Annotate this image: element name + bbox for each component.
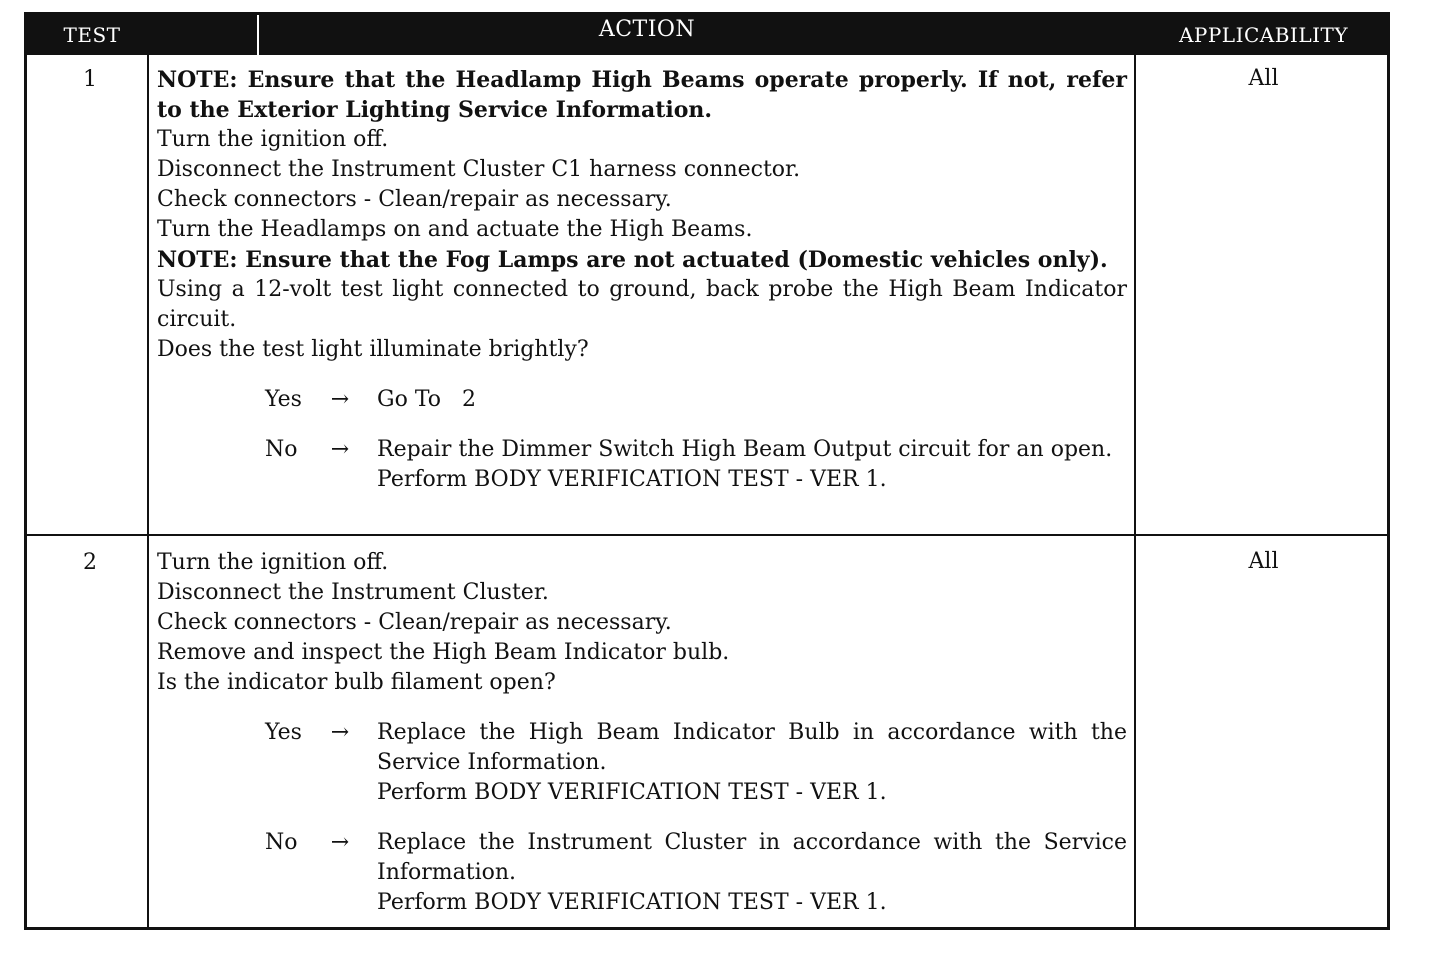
note-headlamp: NOTE: Ensure that the Headlamp High Beams operate properly. If not, refer to the Exterior Lighting Service Information.: [157, 67, 1127, 123]
header-test: TEST: [63, 23, 121, 47]
step-2: Disconnect the Instrument Cluster.: [157, 580, 549, 605]
verification-step: Perform BODY VERIFICATION TEST - VER 1.: [377, 467, 887, 492]
step-4: Remove and inspect the High Beam Indicator bulb.: [157, 640, 730, 665]
action-cell-1: [157, 65, 1127, 495]
column-divider-test: [147, 55, 149, 927]
applicability-2: All: [1248, 549, 1279, 574]
step-1: Turn the ignition off.: [157, 550, 389, 575]
verification-step: Perform BODY VERIFICATION TEST - VER 1.: [377, 890, 887, 915]
right-arrow-icon: →: [330, 387, 350, 412]
right-arrow-icon: →: [330, 830, 350, 855]
no-label: No: [265, 830, 298, 855]
no-result-line: Repair the Dimmer Switch High Beam Output circuit for an open.: [377, 437, 1113, 462]
step-5: Using a 12-volt test light connected to ground, back probe the High Beam Indicator circuit.: [157, 277, 1127, 332]
yes-result: [377, 718, 1127, 808]
no-result: [377, 435, 1127, 495]
no-result: [377, 828, 1127, 918]
step-1: Turn the ignition off.: [157, 127, 389, 152]
no-branch: [265, 828, 1127, 918]
question: Does the test light illuminate brightly?: [157, 337, 589, 362]
verification-step: Perform BODY VERIFICATION TEST - VER 1.: [377, 780, 887, 805]
test-number-1: 1: [83, 67, 97, 92]
test-number-2: 2: [83, 550, 97, 575]
step-2: Disconnect the Instrument Cluster C1 harness connector.: [157, 157, 801, 182]
column-divider-applicability: [1134, 55, 1136, 927]
no-branch: [265, 435, 1127, 495]
header-action: ACTION: [598, 17, 696, 42]
diagnostic-table: [24, 12, 1390, 930]
note-fog-lamps: NOTE: Ensure that the Fog Lamps are not actuated (Domestic vehicles only).: [157, 247, 1108, 273]
step-4: Turn the Headlamps on and actuate the High Beams.: [157, 217, 753, 242]
yes-label: Yes: [265, 720, 302, 745]
applicability-1: All: [1248, 66, 1279, 91]
question: Is the indicator bulb filament open?: [157, 670, 556, 695]
yes-branch: [265, 718, 1127, 808]
table-header: [27, 15, 1387, 55]
header-applicability: APPLICABILITY: [1178, 23, 1349, 47]
step-3: Check connectors - Clean/repair as necessary.: [157, 187, 672, 212]
yes-result-text: Replace the High Beam Indicator Bulb in accordance with the Service Information.: [377, 720, 1127, 775]
right-arrow-icon: →: [330, 437, 350, 462]
step-3: Check connectors - Clean/repair as necessary.: [157, 610, 672, 635]
action-cell-2: [157, 548, 1127, 918]
yes-label: Yes: [265, 387, 302, 412]
no-label: No: [265, 437, 298, 462]
yes-result: Go To 2: [377, 387, 476, 412]
row-divider: [27, 534, 1387, 536]
yes-branch: [265, 385, 1127, 415]
right-arrow-icon: →: [330, 720, 350, 745]
no-result-text: Replace the Instrument Cluster in accordance with the Service Information.: [377, 830, 1127, 885]
